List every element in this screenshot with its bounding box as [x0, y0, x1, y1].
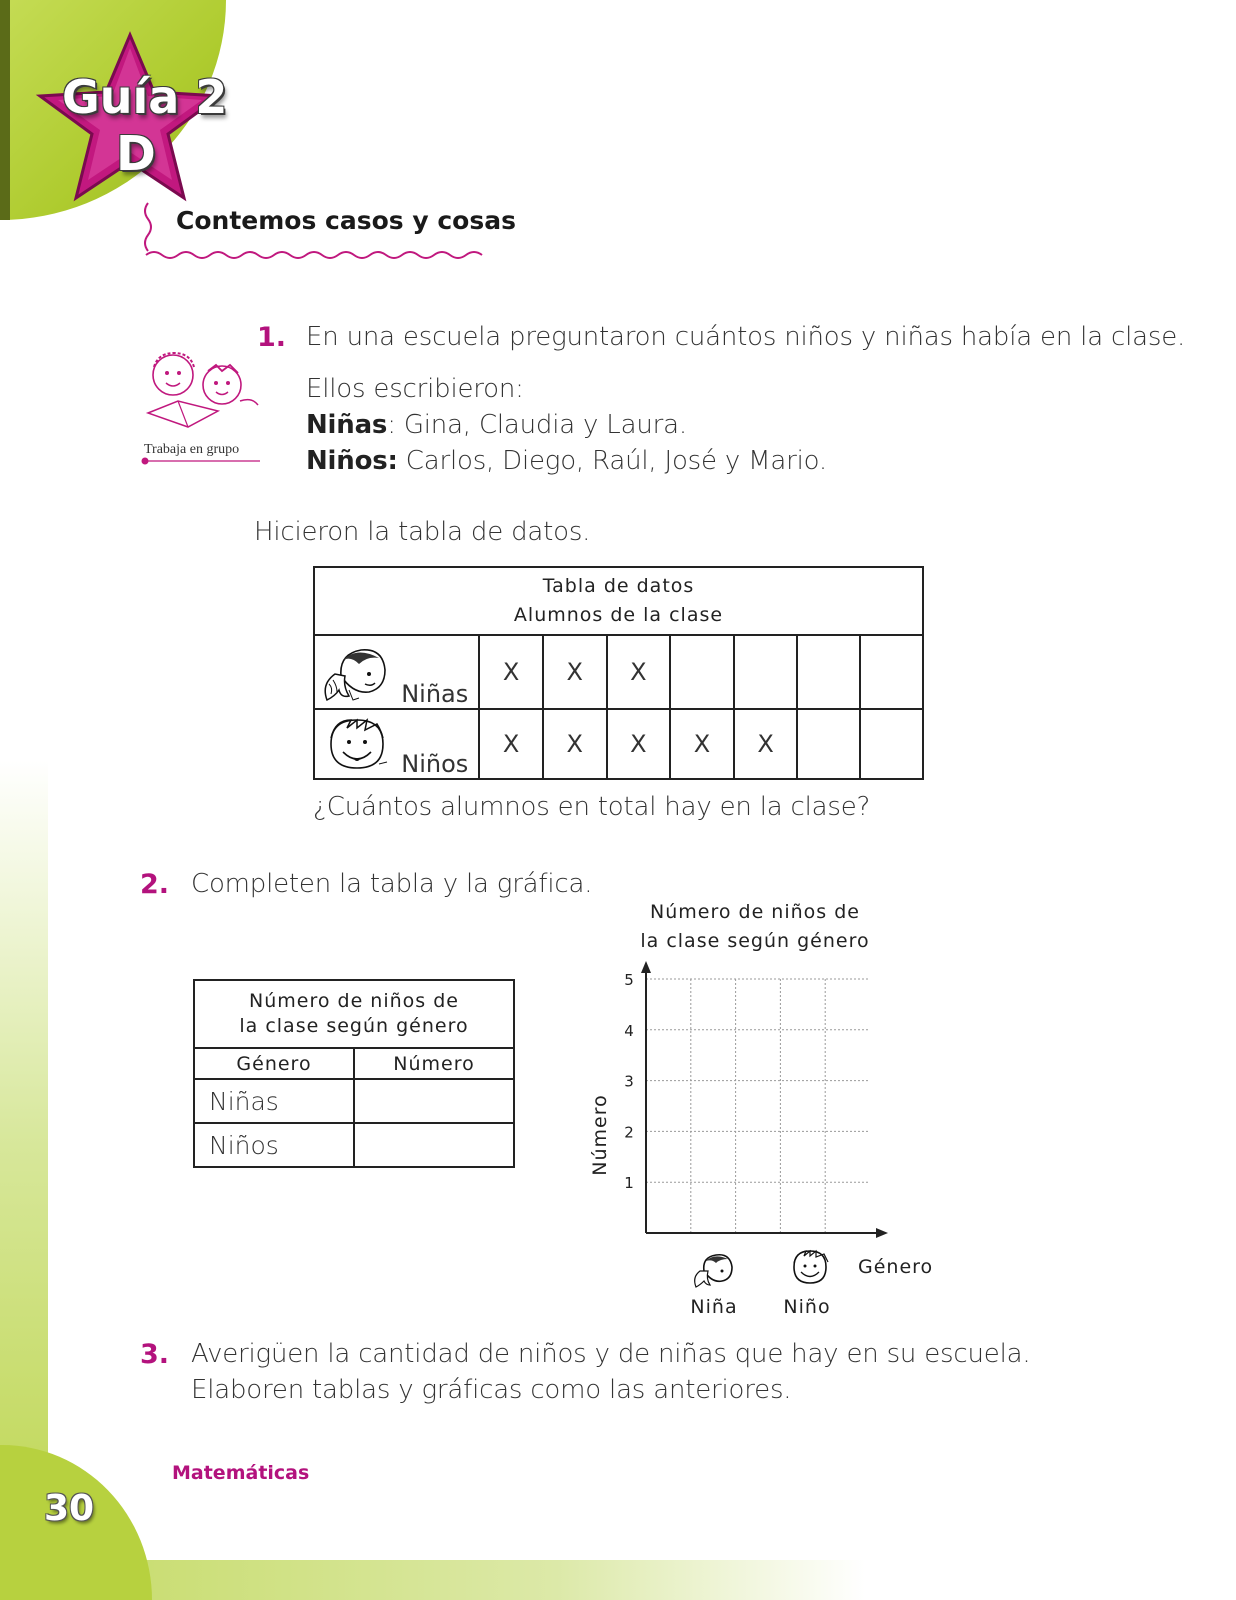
header-edge-shadow [0, 0, 10, 220]
subject-label: Matemáticas [172, 1462, 310, 1484]
tally-cell: X [607, 709, 671, 779]
column-header-genero: Género [194, 1048, 354, 1079]
boys-names-line [306, 446, 827, 476]
question-1-prompt: En una escuela preguntaron cuántos niños y niñas había en la clase. [306, 322, 1186, 352]
question-3-line2: Elaboren tablas y gráficas como las anteriores. [191, 1375, 792, 1405]
row-header-boys [314, 709, 479, 779]
chart-title-line1: Número de niños de [650, 901, 860, 923]
table-row [194, 1079, 514, 1123]
question-2-number: 2. [140, 869, 170, 900]
tally-cell [860, 709, 923, 779]
page-number: 30 [44, 1488, 95, 1529]
tally-cell: X [543, 635, 607, 709]
tally-cell: X [607, 635, 671, 709]
chart-title [620, 898, 890, 956]
x-axis-arrow-icon [876, 1228, 888, 1238]
gender-table [193, 979, 515, 1168]
question-2-prompt: Completen la tabla y la gráfica. [191, 869, 593, 899]
tally-cell: X [543, 709, 607, 779]
x-axis-label: Género [858, 1256, 934, 1278]
question-3-number: 3. [140, 1339, 170, 1370]
y-axis-arrow-icon [641, 961, 651, 973]
question-3-line1: Averigüen la cantidad de niños y de niñas que hay en su escuela. [191, 1339, 1031, 1369]
table-row [194, 1123, 514, 1167]
tally-cell [797, 635, 860, 709]
girls-names-line [306, 410, 687, 440]
question-1-intro: Ellos escribieron: [306, 374, 524, 404]
tally-cell [797, 709, 860, 779]
question-1-total-question: ¿Cuántos alumnos en total hay en la clase? [313, 792, 871, 822]
chart-grid [646, 979, 870, 1233]
data-table [313, 566, 924, 780]
chart-y-ticks [624, 971, 634, 1192]
chart-title-line2: la clase según género [640, 930, 870, 952]
girls-label: Niñas [306, 410, 388, 440]
tally-cell: X [670, 709, 734, 779]
y-tick-label: 5 [624, 971, 634, 989]
row-header-girls [314, 635, 479, 709]
left-gradient-band [0, 760, 48, 1460]
table-intro: Hicieron la tabla de datos. [254, 517, 591, 547]
girl-face-icon [321, 640, 389, 704]
group-work-underline [140, 456, 265, 466]
girl-face-icon [695, 1255, 732, 1287]
data-table-title-line2: Alumnos de la clase [513, 604, 724, 626]
tally-cell [860, 635, 923, 709]
data-table-title [314, 567, 923, 635]
y-tick-label: 1 [624, 1174, 634, 1193]
tally-cell: X [479, 709, 543, 779]
boy-face-icon [794, 1251, 828, 1283]
table-row [314, 709, 923, 779]
row-label-ninos: Niños [194, 1123, 354, 1167]
tally-cell [734, 635, 798, 709]
row-label-girls: Niñas [401, 680, 469, 708]
bar-chart [580, 955, 950, 1325]
row-label-boys: Niños [401, 750, 469, 778]
column-header-numero: Número [354, 1048, 514, 1079]
group-work-illustration [140, 345, 265, 440]
boy-face-icon [321, 714, 389, 776]
boys-label: Niños: [306, 446, 398, 476]
guide-title: Guía 2 [62, 70, 228, 124]
title-wavy-border [138, 195, 498, 270]
x-category-label: Niño [783, 1296, 831, 1318]
tally-cell: X [734, 709, 798, 779]
data-table-title-line1: Tabla de datos [542, 575, 695, 597]
y-tick-label: 4 [624, 1021, 634, 1040]
girls-names: : Gina, Claudia y Laura. [387, 410, 687, 440]
question-1-number: 1. [257, 322, 287, 353]
lesson-title: Contemos casos y cosas [176, 206, 516, 235]
y-axis-label: Número [589, 1094, 611, 1176]
gender-table-title-line1: Número de niños de [249, 990, 459, 1012]
bottom-gradient-band [0, 1560, 1236, 1600]
answer-cell-ninas[interactable] [354, 1079, 514, 1123]
y-tick-label: 2 [624, 1123, 634, 1142]
y-tick-label: 3 [624, 1072, 634, 1091]
gender-table-title [194, 980, 514, 1048]
tally-cell [670, 635, 734, 709]
chart-categories [690, 1296, 830, 1318]
guide-letter: D [116, 126, 156, 182]
group-work-label: Trabaja en grupo [144, 442, 240, 457]
gender-table-title-line2: la clase según género [239, 1015, 469, 1037]
table-row [314, 635, 923, 709]
answer-cell-ninos[interactable] [354, 1123, 514, 1167]
row-label-ninas: Niñas [194, 1079, 354, 1123]
boys-names: Carlos, Diego, Raúl, José y Mario. [397, 446, 827, 476]
tally-cell: X [479, 635, 543, 709]
x-category-label: Niña [690, 1296, 738, 1318]
